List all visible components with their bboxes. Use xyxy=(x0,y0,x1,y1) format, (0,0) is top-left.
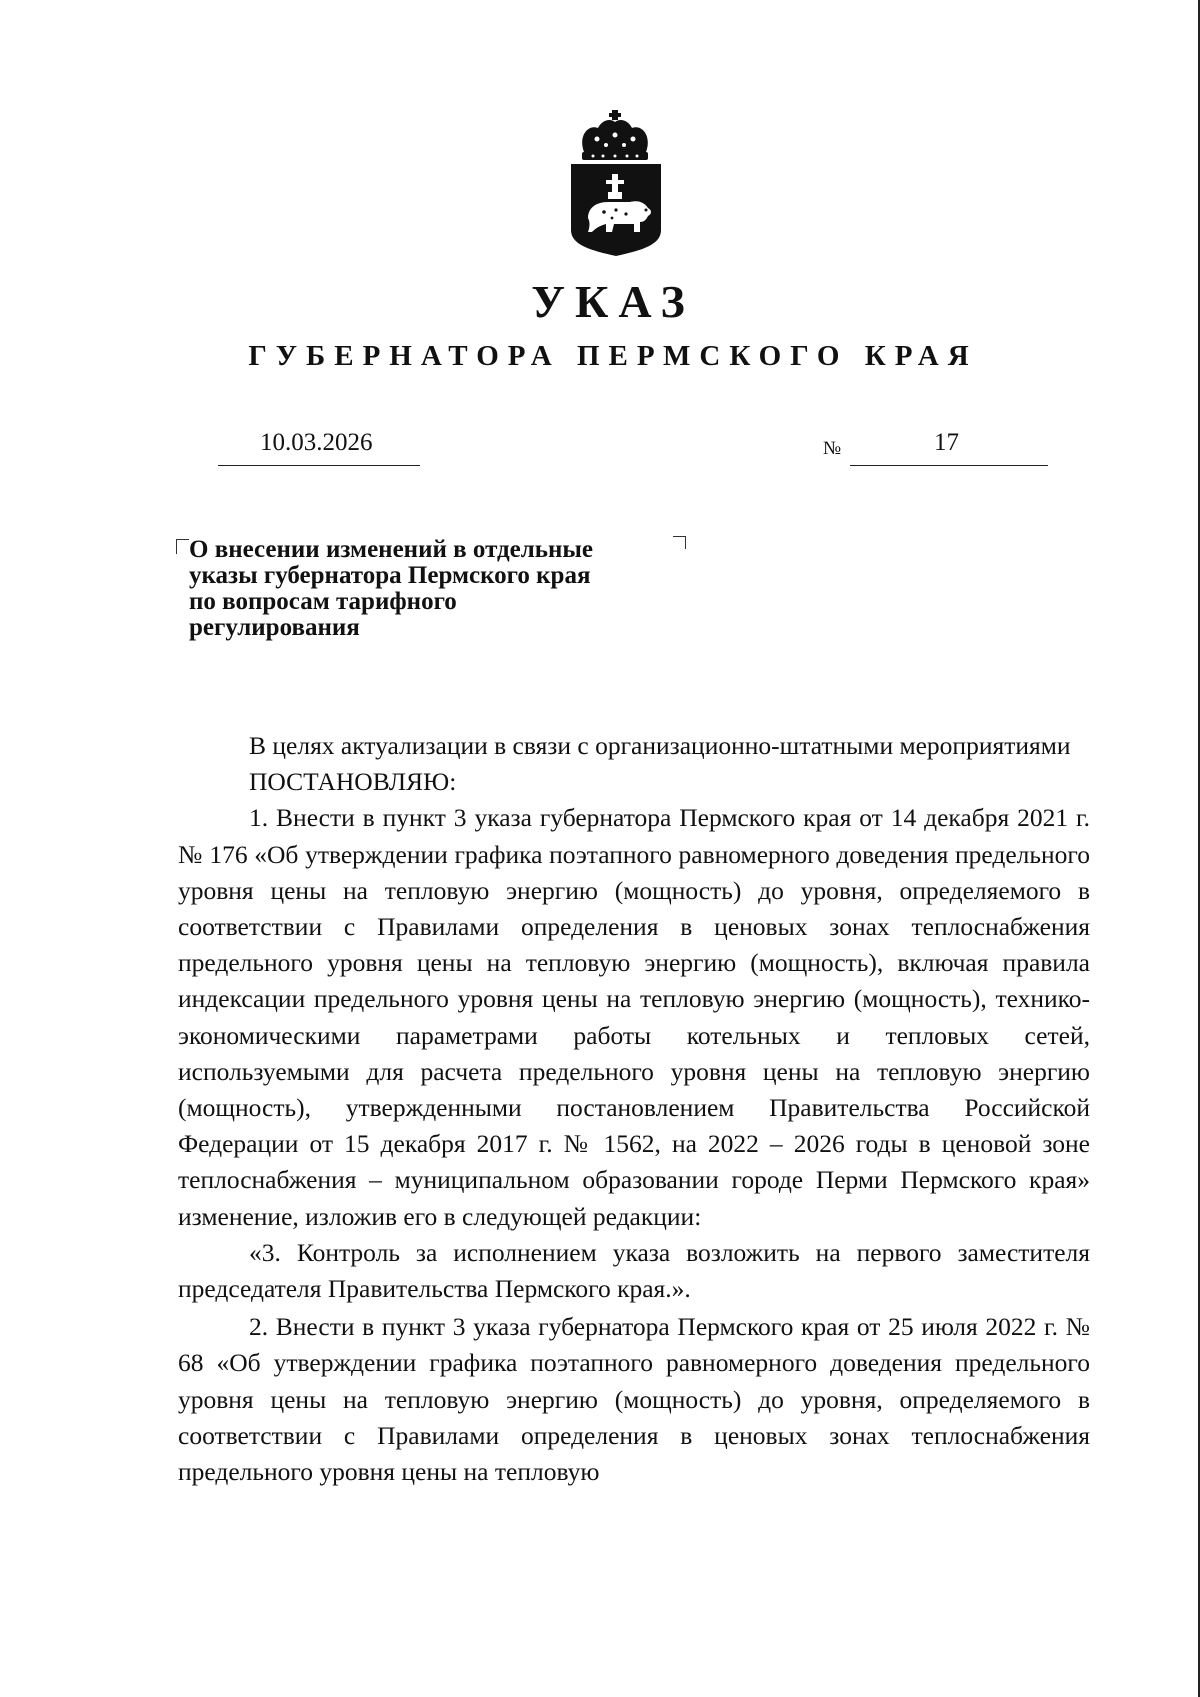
item-1-paragraph: 1. Внести в пункт 3 указа губернатора Пермского края от 14 декабря 2021 г. № 176 «Об утверждении графика поэтапного равномерного доведения предельного уровня цены на тепловую энергию (мощность) до уровня, определяемого в соответствии с Правилами определения в ценовых зонах теплоснабжения предельного уровня цены на тепловую энергию (мощность), включая правила индексации предельного уровня цены на тепловую энергию (мощность), технико-экономическими параметрами работы котельных и тепловых сетей, используемыми для расчета предельного уровня цены на тепловую энергию (мощность), утвержденными постановлением Правительства Российской Федерации от 15 декабря 2017 г. № 1562, на 2022 – 2026 годы в ценовой зоне теплоснабжения – муниципальном образовании городе Перми Пермского края» изменение, изложив его в следующей редакции: xyxy=(178,803,1090,1231)
item-1-quote-paragraph: «3. Контроль за исполнением указа возложить на первого заместителя председателя Правительства Пермского края.». xyxy=(178,1237,1090,1304)
subject-corner-left xyxy=(176,539,189,554)
subject-corner-right xyxy=(673,536,686,549)
preamble-paragraph: В целях актуализации в связи с организационно-штатными мероприятиями xyxy=(249,731,1071,760)
subject-line: по вопросам тарифного xyxy=(189,588,457,615)
document-date-field xyxy=(218,425,420,466)
document-number: 17 xyxy=(934,429,959,456)
document-date: 10.03.2026 xyxy=(260,429,373,456)
decree-word: ПОСТАНОВЛЯЮ: xyxy=(249,767,457,797)
number-sign: № xyxy=(823,438,842,459)
document-title: УКАЗ xyxy=(531,276,695,327)
subject-line: О внесении изменений в отдельные xyxy=(189,536,594,563)
subject-line: регулирования xyxy=(189,614,360,641)
document-number-field xyxy=(850,425,1048,466)
document-body xyxy=(178,728,1090,1490)
coat-of-arms-icon xyxy=(568,108,664,258)
subject-line: указы губернатора Пермского края xyxy=(189,562,591,589)
item-2-paragraph: 2. Внести в пункт 3 указа губернатора Пермского края от 25 июля 2022 г. № 68 «Об утверждении графика поэтапного равномерного доведения предельного уровня цены на тепловую энергию (мощность) до уровня, определяемого в соответствии с Правилами определения в ценовых зонах теплоснабжения предельного уровня цены на тепловую xyxy=(178,1312,1090,1487)
document-subtitle: ГУБЕРНАТОРА ПЕРМСКОГО КРАЯ xyxy=(248,340,978,372)
document-subject xyxy=(189,537,659,641)
